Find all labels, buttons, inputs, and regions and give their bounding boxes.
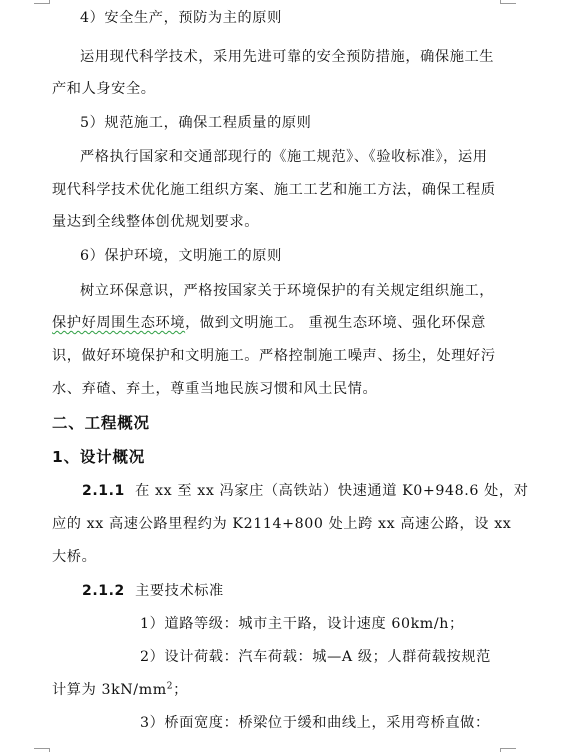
principle-5-text-line-1: 严格执行国家和交通部现行的《施工规范》、《验收标准》，运用 — [80, 149, 488, 165]
principle-5-text-line-2: 现代科学技术优化施工组织方案、施工工艺和施工方法，确保工程质 — [52, 182, 496, 198]
crop-mark-top-left-h — [34, 3, 50, 4]
crop-mark-bottom-right-h — [500, 748, 516, 749]
standard-item-2-continued-text: 计算为 3kN/mm — [52, 682, 167, 698]
principle-4-text-line-1: 运用现代科学技术，采用先进可靠的安全预防措施，确保施工生 — [80, 49, 495, 65]
principle-6-text-line-2-rest: ，做到文明施工。 重视生态环境、强化环保意 — [185, 315, 486, 331]
superscript-two: 2 — [166, 681, 174, 692]
principle-5-text-line-3: 量达到全线整体创优规划要求。 — [52, 214, 260, 230]
principle-6-text-line-3: 识，做好环境保护和文明施工。严格控制施工噪声、扬尘，处理好污 — [52, 348, 496, 364]
clause-2-1-1-number: 2.1.1 — [82, 483, 125, 499]
clause-2-1-1-text: 在 xx 至 xx 冯家庄（高铁站）快速通道 K0+948.6 处，对 — [135, 483, 529, 499]
principle-4-heading: 4）安全生产，预防为主的原则 — [80, 10, 282, 26]
spellcheck-underlined-text: 保护好周围生态环境 — [52, 315, 186, 331]
clause-2-1-1-line-2: 应的 xx 高速公路里程约为 K2114+800 处上跨 xx 高速公路，设 xx — [52, 516, 512, 532]
clause-2-1-2-number: 2.1.2 — [82, 583, 125, 599]
crop-mark-bottom-left-h — [34, 748, 50, 749]
crop-mark-bottom-left-v — [49, 748, 50, 752]
clause-2-1-2-heading — [82, 581, 224, 601]
clause-2-1-1-line-1 — [82, 481, 529, 501]
standard-item-2-end: ； — [173, 682, 188, 698]
clause-2-1-2-title: 主要技术标准 — [135, 583, 224, 599]
clause-2-1-1-line-3: 大桥。 — [52, 549, 97, 565]
principle-6-text-line-1: 树立环保意识，严格按国家关于环境保护的有关规定组织施工， — [80, 283, 495, 299]
crop-mark-top-left-v — [49, 0, 50, 4]
crop-mark-bottom-right-v — [500, 748, 501, 752]
principle-6-text-line-4: 水、弃碴、弃土，尊重当地民族习惯和风土民情。 — [52, 381, 378, 397]
crop-mark-top-right-v — [500, 0, 501, 4]
principle-6-text-line-2 — [52, 313, 486, 333]
standard-item-3: 3）桥面宽度：桥梁位于缓和曲线上，采用弯桥直做： — [140, 715, 490, 731]
principle-6-heading: 6）保护环境，文明施工的原则 — [80, 248, 282, 264]
subsection-heading-design-overview: 1、设计概况 — [52, 448, 146, 466]
standard-item-2: 2）设计荷载：汽车荷载：城—A 级；人群荷载按规范 — [140, 649, 491, 665]
section-heading-project-overview: 二、工程概况 — [52, 414, 150, 432]
principle-5-heading: 5）规范施工，确保工程质量的原则 — [80, 115, 312, 131]
crop-mark-top-right-h — [500, 3, 516, 4]
principle-4-text-line-2: 产和人身安全。 — [52, 81, 156, 97]
standard-item-1: 1）道路等级：城市主干路，设计速度 60km/h； — [140, 616, 464, 632]
standard-item-2-continued — [52, 680, 188, 700]
